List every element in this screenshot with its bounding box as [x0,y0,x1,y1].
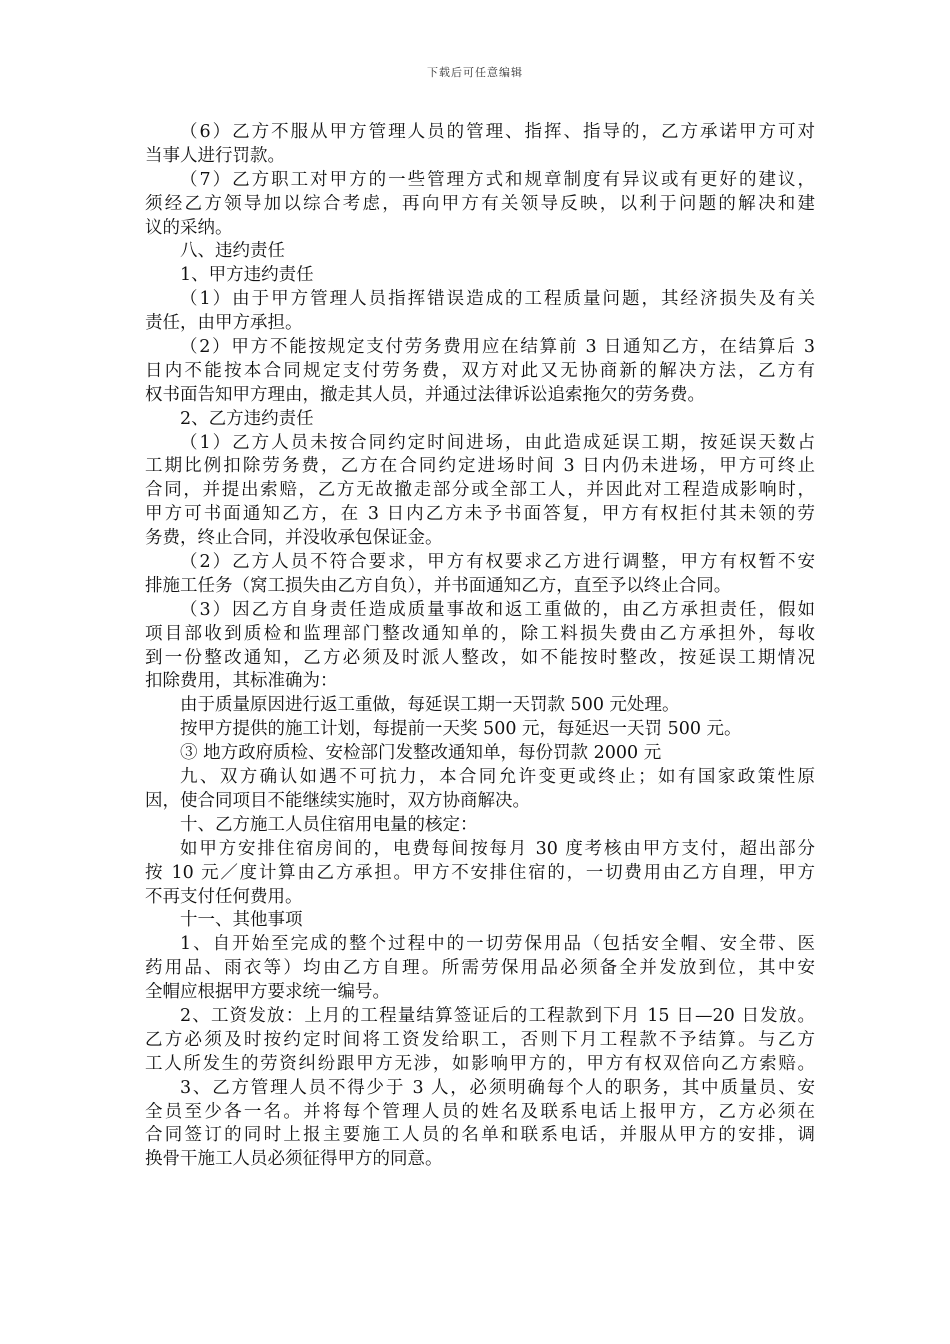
text-line: 工人所发生的劳资纠纷跟甲方无涉，如影响甲方的，甲方有权双倍向乙方索赔。 [145,1053,815,1074]
text-line: 不再支付任何费用。 [145,886,303,907]
text-line: 合同签订的同时上报主要施工人员的名单和联系电话，并服从甲方的安排，调 [145,1125,815,1146]
text-line: 扣除费用，其标准确为： [145,671,338,692]
text-line: 日内不能按本合同规定支付劳务费，双方对此又无协商新的解决方法，乙方有 [145,360,815,381]
text-line: 由于质量原因进行返工重做，每延误工期一天罚款 500 元处理。 [180,695,680,716]
text-line: 当事人进行罚款。 [145,145,285,166]
text-line: 因，使合同项目不能继续实施时，双方协商解决。 [145,790,530,811]
text-line: 1、自开始至完成的整个过程中的一切劳保用品（包括安全帽、安全带、医 [180,934,815,955]
text-line: 九、双方确认如遇不可抗力，本合同允许变更或终止；如有国家政策性原 [180,767,815,788]
text-line: 1、甲方违约责任 [180,265,314,286]
text-line: 按 10 元／度计算由乙方承担。甲方不安排住宿的，一切费用由乙方自理，甲方 [145,862,815,883]
document-body [145,121,815,1172]
text-line: 权书面告知甲方理由，撤走其人员，并通过法律诉讼追索拖欠的劳务费。 [145,384,705,405]
text-line: （1）乙方人员未按合同约定时间进场，由此造成延误工期，按延误天数占 [180,432,815,453]
text-line: （1）由于甲方管理人员指挥错误造成的工程质量问题，其经济损失及有关 [180,289,815,310]
text-line: 药用品、雨衣等）均由乙方自理。所需劳保用品必须备全并发放到位，其中安 [145,958,815,979]
text-line: 2、乙方违约责任 [180,408,314,429]
text-line: 按甲方提供的施工计划，每提前一天奖 500 元，每延迟一天罚 500 元。 [180,719,742,740]
text-line: 十、乙方施工人员住宿用电量的核定： [180,814,478,835]
text-line: ③ 地方政府质检、安检部门发整改通知单，每份罚款 2000 元 [180,743,662,764]
header-note: 下载后可任意编辑 [427,66,523,79]
text-line: 乙方必须及时按约定时间将工资发给职工，否则下月工程款不予结算。与乙方 [145,1029,815,1050]
text-line: 责任，由甲方承担。 [145,313,303,334]
text-line: 议的采纳。 [145,217,233,238]
text-line: 排施工任务（窝工损失由乙方自负），并书面通知乙方，直至予以终止合同。 [145,575,732,596]
text-line: 须经乙方领导加以综合考虑，再向甲方有关领导反映，以利于问题的解决和建 [145,193,815,214]
text-line: （2）甲方不能按规定支付劳务费用应在结算前 3 日通知乙方，在结算后 3 [180,337,815,358]
text-line: （3）因乙方自身责任造成质量事故和返工重做的，由乙方承担责任，假如 [180,599,815,620]
text-line: 甲方可书面通知乙方，在 3 日内乙方未予书面答复，甲方有权拒付其未领的劳 [145,504,815,525]
text-line: 八、违约责任 [180,241,285,262]
text-line: （2）乙方人员不符合要求，甲方有权要求乙方进行调整，甲方有权暂不安 [180,552,815,573]
text-line: 3、乙方管理人员不得少于 3 人，必须明确每个人的职务，其中质量员、安 [180,1077,815,1098]
text-line: 如甲方安排住宿房间的，电费每间按每月 30 度考核由甲方支付，超出部分 [180,838,815,859]
text-line: （7）乙方职工对甲方的一些管理方式和规章制度有异议或有更好的建议， [180,169,815,190]
text-line: 全员至少各一名。并将每个管理人员的姓名及联系电话上报甲方，乙方必须在 [145,1101,815,1122]
text-line: 2、工资发放：上月的工程量结算签证后的工程款到下月 15 日—20 日发放。 [180,1005,815,1026]
text-line: （6）乙方不服从甲方管理人员的管理、指挥、指导的，乙方承诺甲方可对 [180,122,815,142]
text-line: 务费，终止合同，并没收承包保证金。 [145,528,443,549]
text-line: 合同，并提出索赔，乙方无故撤走部分或全部工人，并因此对工程造成影响时， [145,480,815,501]
text-line: 到一份整改通知，乙方必须及时派人整改，如不能按时整改，按延误工期情况 [145,647,815,668]
text-line: 全帽应根据甲方要求统一编号。 [145,982,390,1003]
text-line: 十一、其他事项 [180,910,303,931]
text-line: 工期比例扣除劳务费，乙方在合同约定进场时间 3 日内仍未进场，甲方可终止 [145,456,815,477]
text-line: 项目部收到质检和监理部门整改通知单的，除工料损失费由乙方承担外，每收 [145,623,815,644]
text-line: 换骨干施工人员必须征得甲方的同意。 [145,1149,443,1170]
